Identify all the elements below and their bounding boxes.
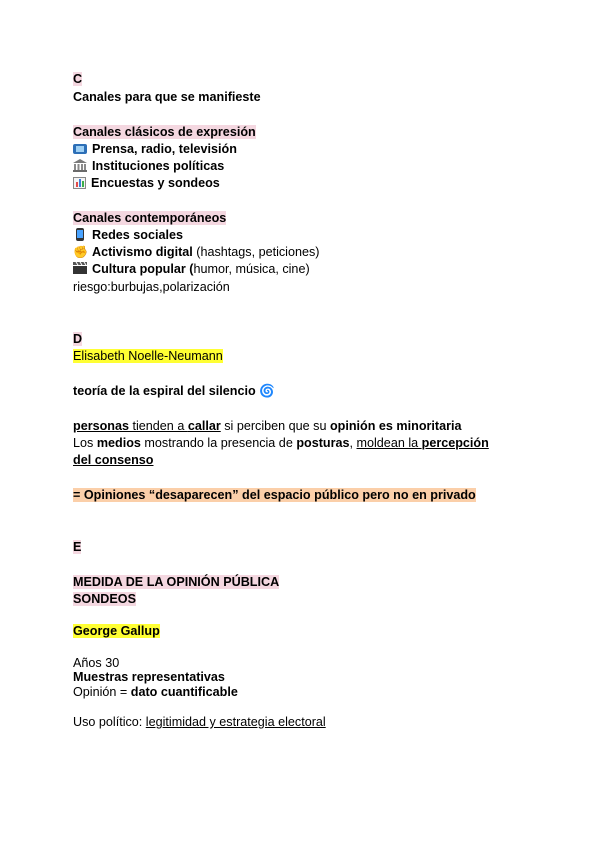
classical-building-icon: [73, 159, 87, 172]
section-e-title-1: MEDIDA DE LA OPINIÓN PÚBLICA: [73, 575, 280, 589]
tv-icon: [73, 144, 87, 154]
section-e-title-2: SONDEOS: [73, 592, 136, 606]
contemporary-channels-heading: Canales contemporáneos: [73, 211, 227, 225]
mobile-phone-icon: [76, 228, 84, 241]
conclusion: = Opiniones “desaparecen” del espacio público pero no en privado: [73, 488, 476, 502]
opinion-line: Opinión = dato cuantificable: [73, 685, 238, 699]
theory-line-1: personas tienden a callar si perciben que su opinión es minoritaria: [73, 419, 462, 433]
author-name: Elisabeth Noelle-Neumann: [73, 349, 223, 363]
person-name: George Gallup: [73, 624, 160, 638]
list-item: Encuestas y sondeos: [73, 176, 220, 191]
risk-note: riesgo:burbujas,polarización: [73, 280, 230, 294]
list-item: Cultura popular (humor, música, cine): [73, 262, 310, 277]
list-item: Instituciones políticas: [73, 159, 224, 174]
list-item: Redes sociales: [73, 228, 183, 243]
theory-line-3: del consenso: [73, 453, 154, 467]
section-letter-e: E: [73, 540, 82, 554]
section-letter-c: C: [73, 72, 83, 86]
theory-title: teoría de la espiral del silencio 🌀: [73, 384, 275, 398]
section-letter-d: D: [73, 332, 83, 346]
list-item: Prensa, radio, televisión: [73, 142, 237, 157]
section-c-subtitle: Canales para que se manifieste: [73, 90, 261, 104]
samples-label: Muestras representativas: [73, 670, 225, 684]
cyclone-icon: 🌀: [259, 384, 275, 398]
theory-line-2: Los medios mostrando la presencia de posturas, moldean la percepción: [73, 436, 489, 450]
political-use-line: Uso político: legitimidad y estrategia electoral: [73, 715, 326, 729]
clapper-board-icon: [73, 262, 87, 274]
bar-chart-icon: [73, 177, 86, 189]
raised-fist-icon: ✊: [73, 245, 88, 259]
years-label: Años 30: [73, 656, 120, 670]
classic-channels-heading: Canales clásicos de expresión: [73, 125, 256, 139]
list-item: ✊ Activismo digital (hashtags, peticiones): [73, 245, 320, 259]
